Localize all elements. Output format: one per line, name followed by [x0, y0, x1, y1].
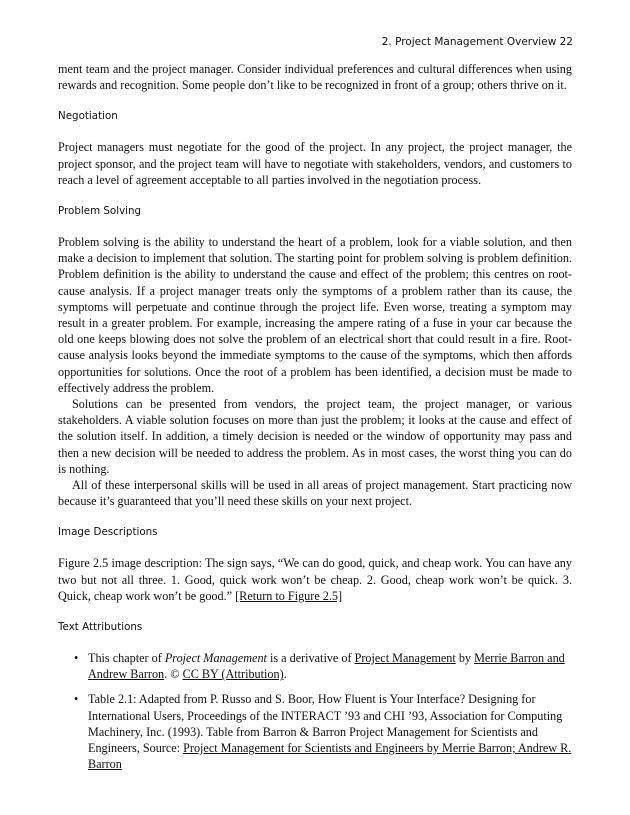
license-link[interactable]: CC BY (Attribution)	[182, 667, 284, 682]
problem-solving-paragraph-3: All of these interpersonal skills will be used in all areas of project management. Start practicing now because it’s guaranteed that you’ll need these skills on your next project.	[58, 478, 572, 509]
page-content	[58, 61, 572, 782]
attribution-list	[58, 650, 572, 772]
page-number: 22	[559, 36, 573, 48]
running-header	[382, 36, 573, 48]
image-description-text: Figure 2.5 image description: The sign says, “We can do good, quick, and cheap work. You can have any two but not all three. 1. Good, quick work won’t be cheap. 2. Good, cheap work won’t be quick. 3. Quick, cheap work won’t be good.”	[58, 556, 572, 603]
attribution-text: is a derivative of	[266, 651, 355, 666]
text-attributions-heading: Text Attributions	[58, 621, 143, 634]
attribution-text: by	[455, 651, 475, 666]
attribution-item-table	[88, 691, 572, 772]
author-link[interactable]: Merrie Barron and Andrew Barron	[88, 651, 565, 682]
book-title: Project Management	[164, 651, 267, 666]
intro-paragraph: ment team and the project manager. Consider individual preferences and cultural differences when using rewards and recognition. Some people don’t like to be recognized in front of a group; others thrive on it.	[58, 62, 572, 93]
image-description-paragraph	[58, 555, 572, 604]
negotiation-paragraph: Project managers must negotiate for the good of the project. In any project, the project manager, the project sponsor, and the project team will have to negotiate with stakeholders, vendors, and customers to reach a level of agreement acceptable to all parties involved in the negotiation process.	[58, 140, 572, 187]
running-title: 2. Project Management Overview	[381, 36, 557, 48]
problem-solving-paragraph-2: Solutions can be presented from vendors, the project team, the project manager, or various stakeholders. A viable solution focuses on more than just the problem; it looks at the cause and effect of the solution itself. In addition, a timely decision is needed or the window of opportunity may pass and then a new decision will be needed to address the problem. As in most cases, the worst thing you can do is nothing.	[58, 397, 572, 476]
source-link-scientists-engineers[interactable]: Project Management for Scientists and Engineers by Merrie Barron; Andrew R. Barron	[88, 741, 572, 772]
image-descriptions-heading: Image Descriptions	[58, 526, 158, 539]
negotiation-heading: Negotiation	[58, 110, 118, 123]
problem-solving-heading: Problem Solving	[58, 205, 142, 218]
attribution-text: Table 2.1: Adapted from P. Russo and S. Boor, How Fluent is Your Interface? Designing for International Users, Proceedings of the INTERACT ’93 and CHI ’93, Association for Computing Machinery, Inc. (1993). Table from Barron & Barron Project Management for Scientists and Engineers, Source:	[88, 692, 563, 756]
return-to-figure-link[interactable]: [Return to Figure 2.5]	[235, 588, 343, 603]
problem-solving-paragraph-1: Problem solving is the ability to understand the heart of a problem, look for a viable solution, and then make a decision to implement that solution. The starting point for problem solving is problem definition. Problem definition is the ability to understand the cause and effect of the problem; this centres on root-cause analysis. If a project manager treats only the symptoms of a problem rather than its cause, the symptoms will perpetuate and continue through the project life. Even worse, treating a symptom may result in a greater problem. For example, increasing the ampere rating of a fuse in your car because the old one keeps blowing does not solve the problem of an electrical short that could result in a fire. Root-cause analysis looks beyond the immediate symptoms to the cause of the symptoms, which then affords opportunities for solutions. Once the root of a problem has been identified, a decision must be made to effectively address the problem.	[58, 235, 572, 395]
source-link-project-management[interactable]: Project Management	[354, 651, 456, 666]
attribution-text: This chapter of	[88, 651, 165, 666]
attribution-text: . ©	[164, 667, 183, 682]
attribution-item-chapter	[88, 650, 572, 682]
attribution-text: .	[283, 667, 287, 682]
